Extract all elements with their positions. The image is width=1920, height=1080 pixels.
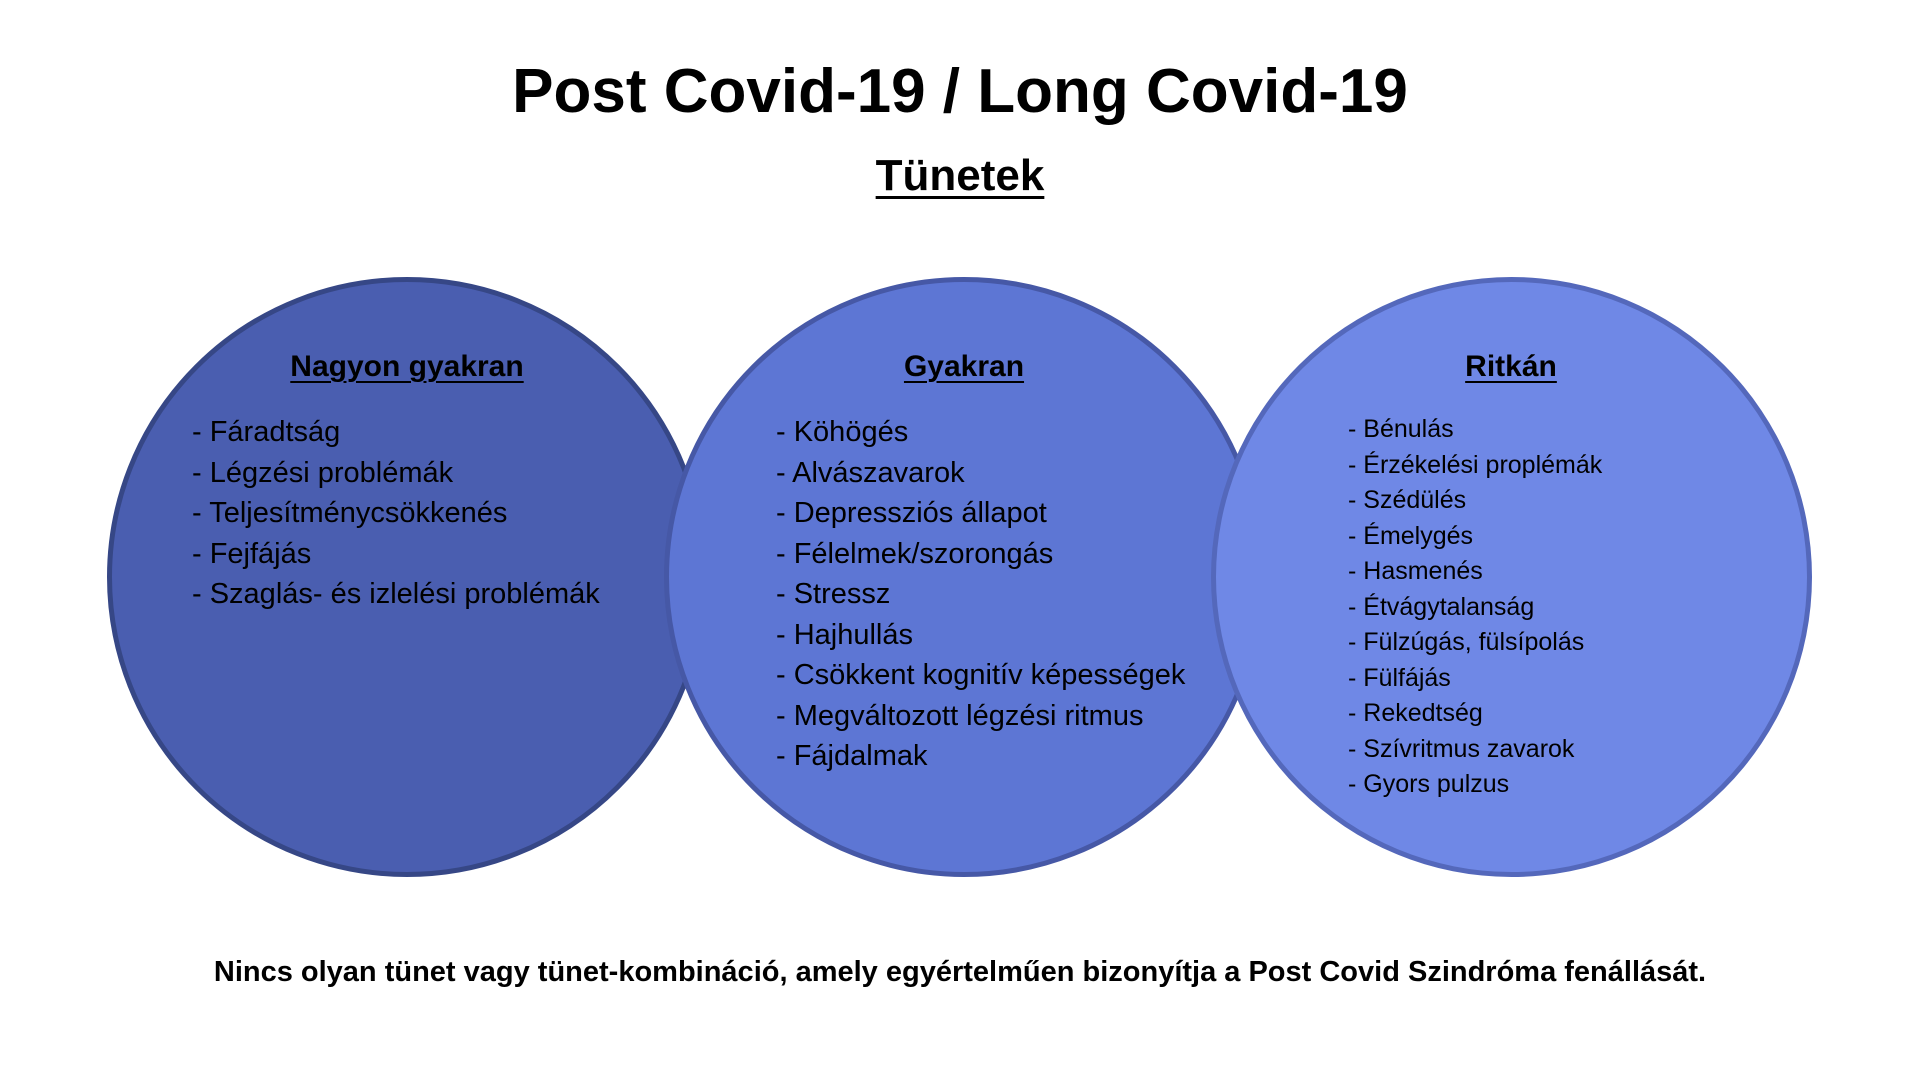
list-item: - Stressz	[776, 578, 891, 610]
list-item: - Szaglás- és izlelési problémák	[192, 578, 600, 610]
list-item: - Köhögés	[776, 416, 909, 448]
group-heading-often	[764, 348, 1164, 386]
list-item: - Légzési problémák	[192, 456, 454, 489]
list-item: - Bénulás	[1348, 415, 1454, 443]
list-item: - Gyors pulzus	[1348, 770, 1510, 798]
list-item: - Szívritmus zavarok	[1348, 734, 1575, 763]
list-item: - Fájdalmak	[776, 740, 928, 772]
page-subtitle	[0, 150, 1920, 202]
list-item: - Rekedtség	[1348, 699, 1483, 727]
list-item: - Fáradtság	[192, 416, 341, 448]
group-heading-text: Nagyon gyakran	[290, 350, 524, 383]
footer-note: Nincs olyan tünet vagy tünet-kombináció, amely egyértelműen bizonyítja a Post Covid Szindróma fenállását.	[213, 956, 1707, 988]
list-item: - Depressziós állapot	[776, 497, 1047, 529]
group-heading-rarely	[1311, 348, 1711, 386]
symptom-list-very-often	[192, 412, 600, 615]
list-item: - Fejfájás	[192, 537, 312, 570]
list-item: - Fülzúgás, fülsípolás	[1348, 628, 1585, 656]
list-item: - Émelygés	[1348, 521, 1474, 550]
list-item: - Megváltozott légzési ritmus	[776, 699, 1144, 732]
list-item: - Étvágytalanság	[1348, 592, 1535, 621]
symptom-list-rarely	[1348, 412, 1602, 803]
group-heading-very-often	[207, 348, 607, 386]
list-item: - Teljesítménycsökkenés	[192, 497, 508, 529]
list-item: - Hasmenés	[1348, 557, 1483, 585]
list-item: - Alvászavarok	[776, 456, 965, 489]
list-item: - Félelmek/szorongás	[776, 537, 1054, 570]
list-item: - Érzékelési proplémák	[1348, 450, 1603, 479]
list-item: - Csökkent kognitív képességek	[776, 659, 1186, 691]
group-heading-text: Ritkán	[1465, 350, 1557, 383]
list-item: - Fülfájás	[1348, 663, 1451, 692]
list-item: - Hajhullás	[776, 618, 913, 651]
subtitle-text: Tünetek	[875, 151, 1045, 200]
symptom-list-often	[776, 412, 1185, 777]
list-item: - Szédülés	[1348, 486, 1467, 514]
page-title: Post Covid-19 / Long Covid-19	[512, 57, 1408, 126]
group-heading-text: Gyakran	[903, 350, 1025, 383]
